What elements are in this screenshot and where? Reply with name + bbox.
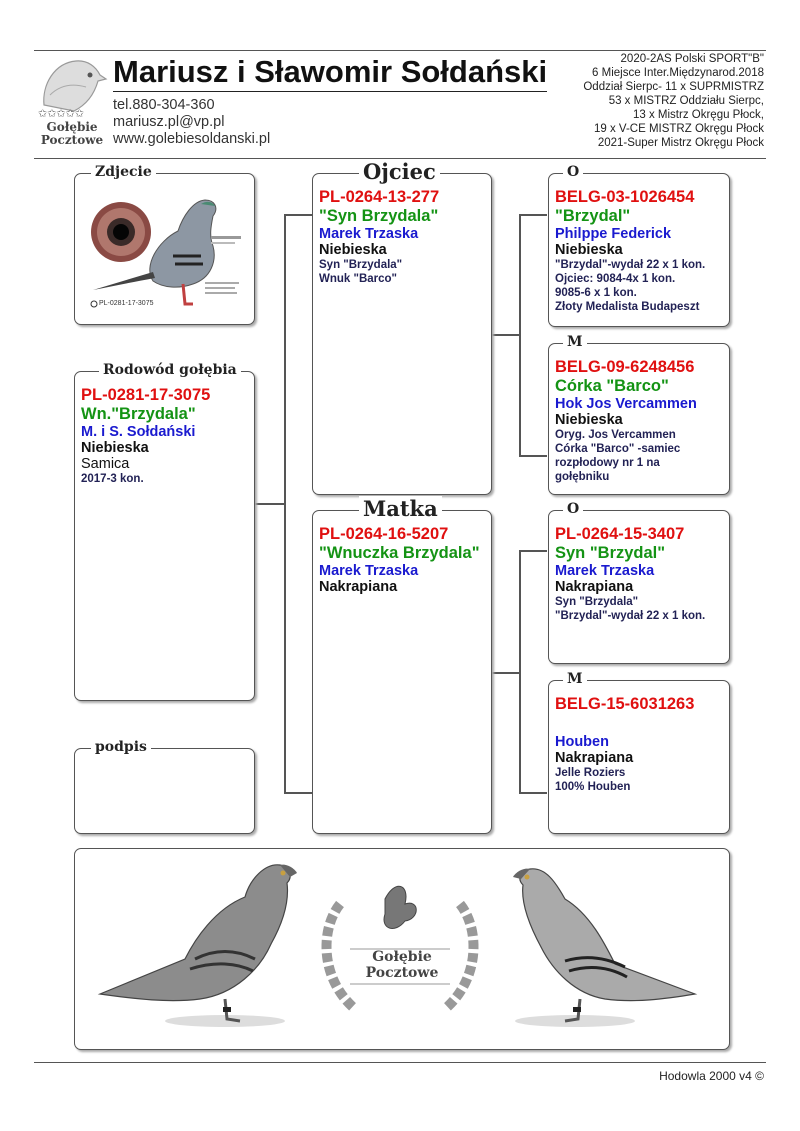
subject-ring: PL-0281-17-3075 [81,386,211,404]
connector-line [519,455,547,457]
father-name: "Syn Brzydala" [319,207,439,225]
mother-content [319,525,487,595]
connector-line [519,214,547,216]
connector-line [519,550,547,552]
mm-legend: M [563,671,587,687]
laurel-logo-image [326,886,473,1009]
fm-note: rozpłodowy nr 1 na [555,457,660,469]
achievement-line: Oddział Sierpc- 11 x SUPRMISTRZ [583,81,764,93]
connector-line [519,214,521,456]
subject-sex: Samica [81,456,130,472]
father-content [319,188,487,286]
ff-legend: O [563,164,583,180]
mf-color: Nakrapiana [555,579,634,595]
subject-note: 2017-3 kon. [81,473,144,485]
mf-content [555,525,725,623]
left-pigeon-image [100,865,297,1027]
fm-name: Córka "Barco" [555,377,669,395]
subject-content [81,386,250,486]
ff-note: Ojciec: 9084-4x 1 kon. [555,273,676,285]
mf-breeder: Marek Trzaska [555,563,655,579]
achievement-line: 19 x V-CE MISTRZ Okręgu Płock [594,123,764,135]
fm-box [548,334,730,495]
achievement-line: 13 x Mistrz Okręgu Płock, [632,109,764,121]
ff-box [548,164,730,327]
achievement-line: 2021-Super Mistrz Okręgu Płock [597,137,764,149]
signature-box [74,739,255,834]
mm-breeder: Houben [555,734,609,750]
subject-color: Niebieska [81,440,149,456]
connector-line [519,792,547,794]
mother-color: Nakrapiana [319,579,398,595]
signature-legend: podpis [91,739,151,755]
achievement-line: 2020-2AS Polski SPORT"B" [620,53,764,65]
mother-breeder: Marek Trzaska [319,563,419,579]
header-logo [36,55,108,150]
connector-line [284,214,312,216]
banner-box [74,848,730,1050]
connector-line [492,334,520,336]
banner-logo-text-line2: Pocztowe [365,965,439,981]
connector-line [255,503,285,505]
subject-box [74,362,255,701]
banner-logo-text-line1: Gołębie [372,949,432,965]
father-box [312,159,492,495]
mf-note: Syn "Brzydala" [555,596,639,608]
mf-note: "Brzydal"-wydał 22 x 1 kon. [555,610,706,622]
fm-color: Niebieska [555,412,623,428]
fm-breeder: Hok Jos Vercammen [555,396,697,412]
mf-ring: PL-0264-15-3407 [555,525,685,543]
fm-note: Córka "Barco" -samiec [555,443,681,455]
subject-breeder: M. i S. Sołdański [81,424,196,440]
phone-text: tel.880-304-360 [113,97,215,113]
photo-ring-caption: PL-0281-17-3075 [99,300,154,307]
mm-note: 100% Houben [555,781,631,793]
page-title: Mariusz i Sławomir Sołdański [113,54,547,92]
fm-note: Oryg. Jos Vercammen [555,429,676,441]
father-color: Niebieska [319,242,387,258]
ff-note: Złoty Medalista Budapeszt [555,301,700,313]
father-breeder: Marek Trzaska [319,226,419,242]
svg-text:✩✩✩✩✩: ✩✩✩✩✩ [38,107,85,120]
connector-line [284,214,286,792]
mm-name [555,714,725,734]
ff-ring: BELG-03-1026454 [555,188,695,206]
mf-box [548,501,730,664]
mm-ring: BELG-15-6031263 [555,695,695,713]
mother-legend: Matka [359,496,442,521]
mm-note: Jelle Roziers [555,767,626,779]
ff-name: "Brzydal" [555,207,631,225]
fm-content [555,358,725,484]
contact-block [113,97,270,148]
logo-text-pocztowe: Pocztowe [40,133,104,147]
website-text: www.golebiesoldanski.pl [113,131,271,147]
mother-ring: PL-0264-16-5207 [319,525,449,543]
photo-box [74,164,255,325]
fm-note: gołębniku [555,471,610,483]
ff-color: Niebieska [555,242,623,258]
fm-ring: BELG-09-6248456 [555,358,695,376]
achievement-line: 53 x MISTRZ Oddziału Sierpc, [608,95,764,107]
mm-color: Nakrapiana [555,750,634,766]
ff-note: "Brzydal"-wydał 22 x 1 kon. [555,259,706,271]
ff-content [555,188,725,314]
photo-legend: Zdjecie [91,164,156,180]
father-note: Syn "Brzydala" [319,259,403,271]
footer-rule [34,1062,766,1063]
mother-name: "Wnuczka Brzydala" [319,544,480,562]
ff-breeder: Philppe Federick [555,226,672,242]
achievements-list [464,52,764,150]
subject-name: Wn."Brzydala" [81,405,196,423]
footer-text: Hodowla 2000 v4 © [659,1069,764,1083]
logo-text-golebie: Gołębie [46,120,98,134]
father-legend: Ojciec [359,159,440,184]
top-rule [34,50,766,51]
mother-box [312,496,492,834]
email-text: mariusz.pl@vp.pl [113,114,225,130]
connector-line [519,550,521,793]
fm-legend: M [563,334,587,350]
ff-note: 9085-6 x 1 kon. [555,287,637,299]
mm-box [548,671,730,834]
father-note: Wnuk "Barco" [319,273,397,285]
achievement-line: 6 Miejsce Inter.Międzynarod.2018 [592,67,764,79]
mm-content [555,695,725,794]
father-ring: PL-0264-13-277 [319,188,440,206]
banner-logo-text [352,949,452,981]
mf-name: Syn "Brzydal" [555,544,666,562]
mf-legend: O [563,501,583,517]
right-pigeon-image [513,869,695,1027]
subject-legend: Rodowód gołębia [99,362,241,378]
connector-line [284,792,312,794]
connector-line [492,672,520,674]
